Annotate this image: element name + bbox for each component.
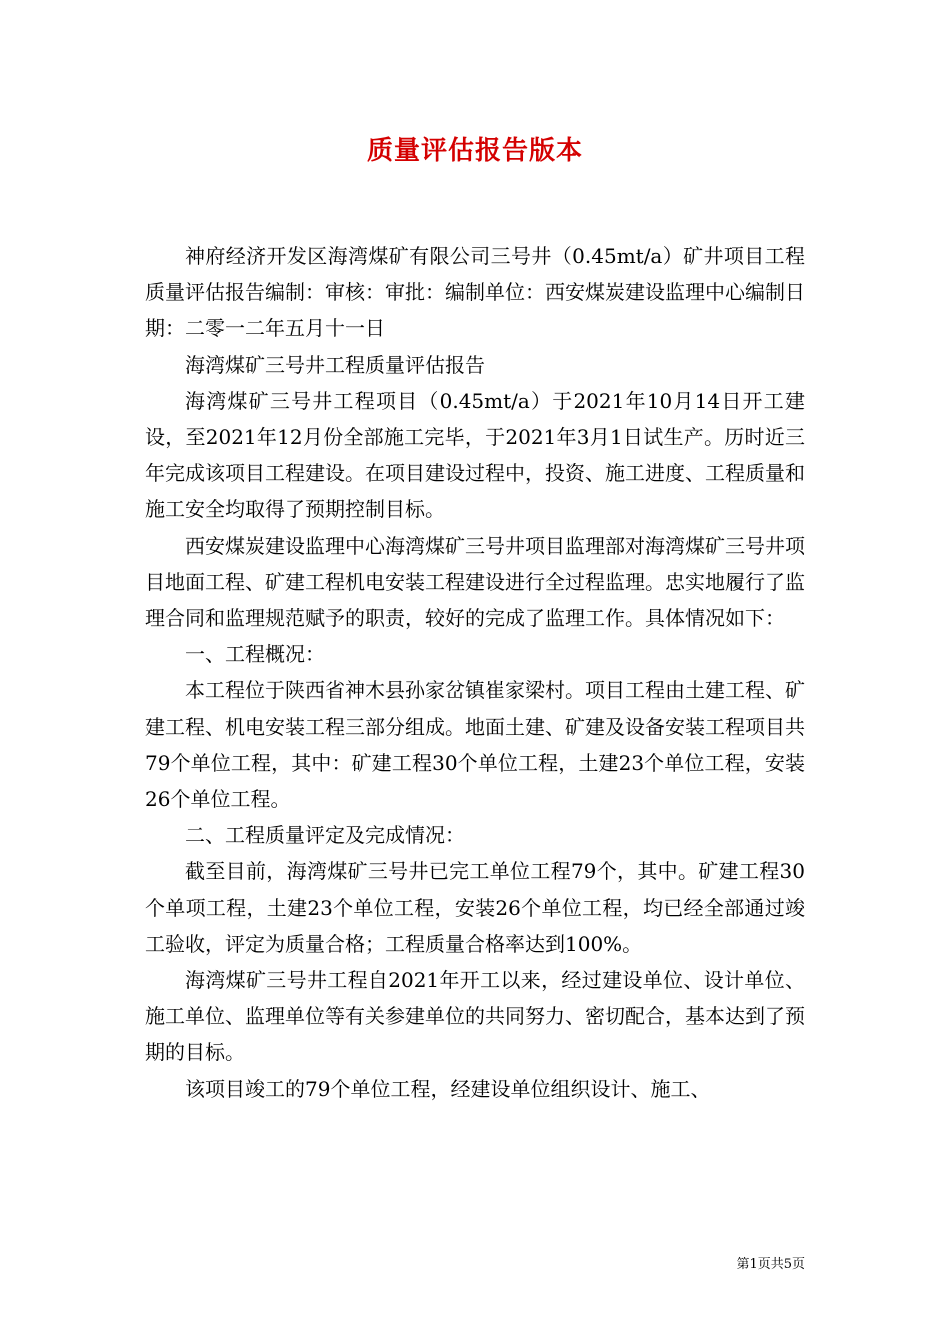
section-heading-overview: 一、工程概况： (185, 642, 325, 667)
paragraph-completion: 该项目竣工的79个单位工程，经建设单位组织设计、施工、 (185, 1076, 711, 1101)
paragraph-project-summary: 海湾煤矿三号井工程项目（0.45mt/a）于2021年10月14日开工建设，至2021年12月份全部施工完毕，于2021年3月1日试生产。历时近三年完成该项目工程建设。在项目建设过程中，投资、施工进度、工程质量和施工安全均取得了预期控制目标。 (145, 388, 805, 522)
section-heading-quality: 二、工程质量评定及完成情况： (185, 823, 465, 848)
paragraph-intro: 神府经济开发区海湾煤矿有限公司三号井（0.45mt/a）矿井项目工程质量评估报告编制：审核：审批：编制单位：西安煤炭建设监理中心编制日期：二零一二年五月十一日 (145, 244, 805, 341)
paragraph-cooperation: 海湾煤矿三号井工程自2021年开工以来，经过建设单位、设计单位、施工单位、监理单位等有关参建单位的共同努力、密切配合，基本达到了预期的目标。 (145, 968, 805, 1065)
page-title: 质量评估报告版本 (366, 136, 583, 166)
paragraph-quality: 截至目前，海湾煤矿三号井已完工单位工程79个，其中。矿建工程30个单项工程，土建23个单位工程，安装26个单位工程，均已经全部通过竣工验收，评定为质量合格；工程质量合格率达到100%。 (145, 859, 805, 956)
paragraph-supervision: 西安煤炭建设监理中心海湾煤矿三号井项目监理部对海湾煤矿三号井项目地面工程、矿建工程机电安装工程建设进行全过程监理。忠实地履行了监理合同和监理规范赋予的职责，较好的完成了监理工作。具体情况如下： (145, 533, 805, 631)
paragraph-report-heading: 海湾煤矿三号井工程质量评估报告 (185, 352, 485, 377)
page-indicator: 第1页共5页 (736, 1257, 805, 1272)
paragraph-overview: 本工程位于陕西省神木县孙家岔镇崔家梁村。项目工程由土建工程、矿建工程、机电安装工程三部分组成。地面土建、矿建及设备安装工程项目共79个单位工程，其中：矿建工程30个单位工程，土建23个单位工程，安装26个单位工程。 (145, 678, 805, 812)
document-body (145, 238, 805, 1107)
